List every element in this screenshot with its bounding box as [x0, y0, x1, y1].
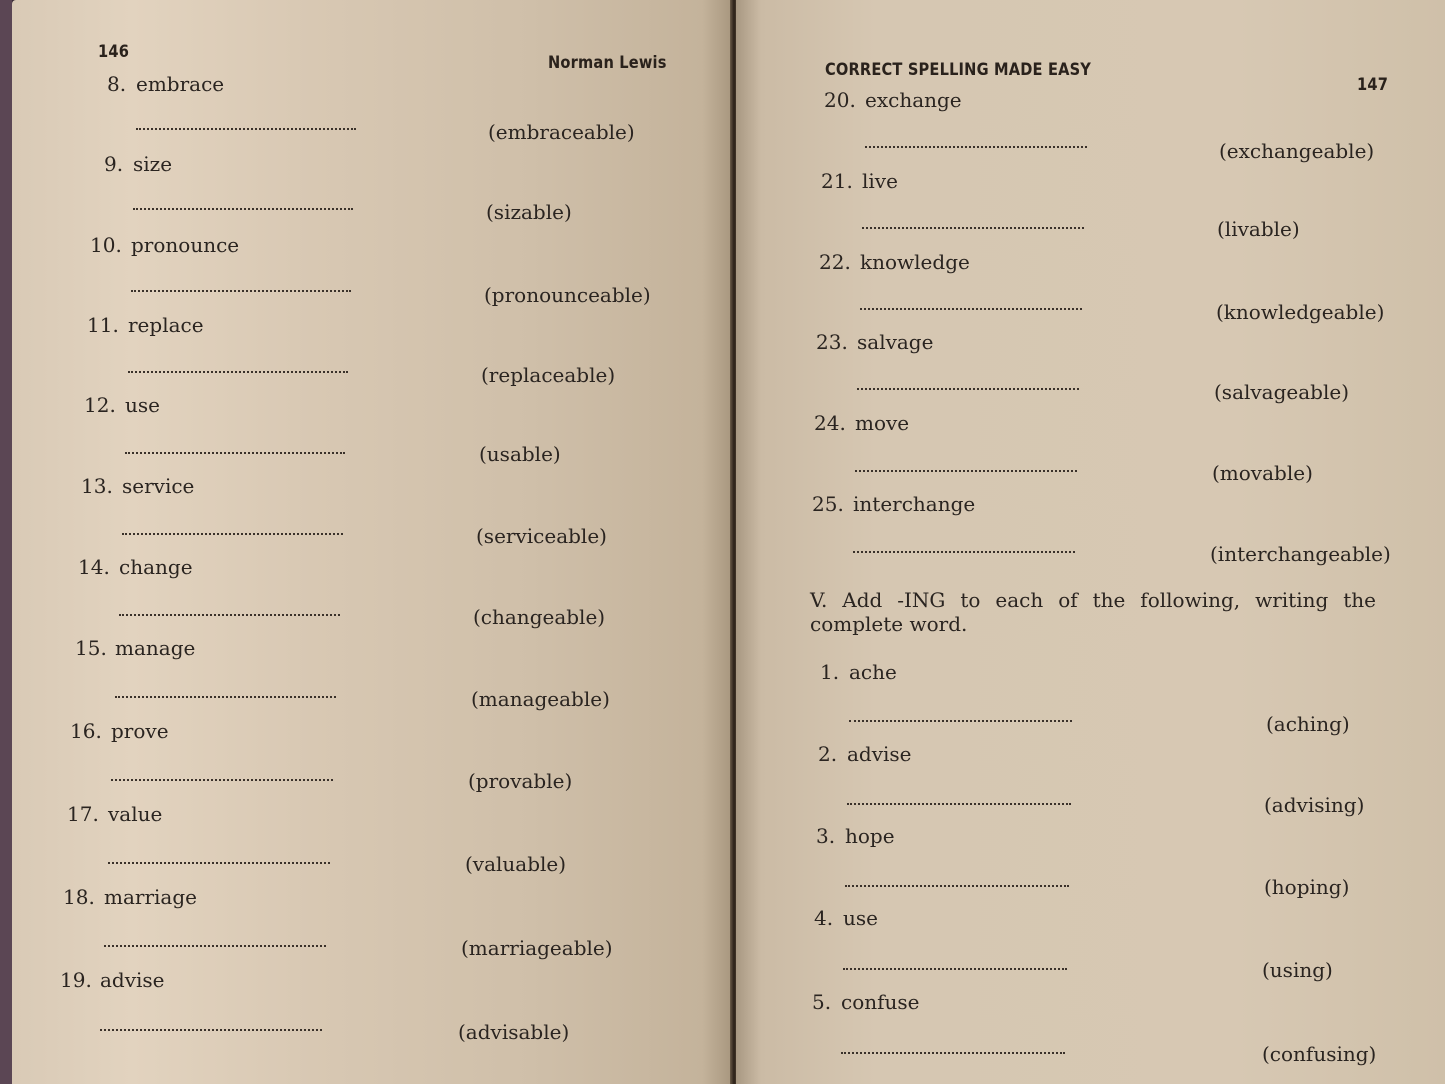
item-word: manage: [115, 636, 196, 660]
item-number: 4.: [814, 906, 834, 930]
answer-blank: [111, 779, 333, 781]
item-number: 18.: [63, 885, 95, 909]
item-word: exchange: [865, 88, 962, 112]
item-word: use: [125, 393, 160, 417]
item-answer: (livable): [1217, 217, 1300, 241]
item-number: 9.: [104, 152, 124, 176]
list-item: [12, 802, 732, 882]
item-answer: (manageable): [471, 687, 610, 711]
item-number: 2.: [818, 742, 838, 766]
list-item: [12, 233, 732, 313]
answer-blank: [857, 388, 1079, 390]
answer-blank: [860, 308, 1082, 310]
list-item: [736, 906, 1445, 986]
answer-blank: [119, 614, 340, 616]
item-answer: (sizable): [486, 200, 572, 224]
list-item: [12, 555, 732, 635]
item-word: salvage: [857, 330, 934, 354]
answer-blank: [136, 128, 356, 130]
item-number: 20.: [824, 88, 856, 112]
item-number: 16.: [70, 719, 102, 743]
page-number: 147: [1357, 75, 1389, 95]
list-item: [736, 330, 1445, 410]
answer-blank: [131, 290, 351, 292]
answer-blank: [845, 885, 1069, 887]
item-word: use: [843, 906, 878, 930]
item-answer: (exchangeable): [1219, 139, 1375, 163]
item-word: pronounce: [131, 233, 240, 257]
left-page: [12, 0, 732, 1084]
answer-blank: [847, 803, 1071, 805]
item-word: embrace: [136, 72, 225, 96]
item-answer: (valuable): [465, 852, 567, 876]
item-number: 8.: [107, 72, 127, 96]
list-item: [736, 169, 1445, 249]
item-answer: (changeable): [473, 605, 606, 629]
answer-blank: [862, 227, 1084, 229]
item-word: advise: [100, 968, 165, 992]
item-number: 12.: [84, 393, 116, 417]
item-word: change: [119, 555, 193, 579]
item-number: 1.: [820, 660, 840, 684]
list-item: [736, 250, 1445, 330]
item-word: replace: [128, 313, 204, 337]
item-answer: (knowledgeable): [1216, 300, 1385, 324]
list-item: [736, 990, 1445, 1070]
answer-blank: [125, 452, 345, 454]
item-answer: (serviceable): [476, 524, 607, 548]
answer-blank: [104, 945, 326, 947]
item-word: ache: [849, 660, 897, 684]
item-answer: (salvageable): [1214, 380, 1350, 404]
item-answer: (movable): [1212, 461, 1313, 485]
item-answer: (aching): [1266, 712, 1350, 736]
item-answer: (usable): [479, 442, 561, 466]
item-word: prove: [111, 719, 169, 743]
item-word: size: [133, 152, 173, 176]
item-word: marriage: [104, 885, 197, 909]
item-answer: (replaceable): [481, 363, 616, 387]
running-head: CORRECT SPELLING MADE EASY: [825, 60, 1092, 80]
item-number: 25.: [812, 492, 844, 516]
list-item: [12, 968, 732, 1048]
item-word: knowledge: [860, 250, 970, 274]
running-head: Norman Lewis: [548, 53, 667, 73]
list-item: [736, 411, 1445, 491]
item-word: confuse: [841, 990, 920, 1014]
list-item: [12, 636, 732, 716]
list-item: [736, 660, 1445, 740]
list-item: [12, 152, 732, 232]
list-item: [12, 719, 732, 799]
item-number: 11.: [87, 313, 119, 337]
answer-blank: [849, 720, 1072, 722]
list-item: [12, 72, 732, 152]
item-word: service: [122, 474, 195, 498]
answer-blank: [133, 208, 353, 210]
item-word: hope: [845, 824, 895, 848]
item-number: 5.: [812, 990, 832, 1014]
answer-blank: [855, 470, 1077, 472]
item-word: advise: [847, 742, 912, 766]
answer-blank: [841, 1052, 1065, 1054]
answer-blank: [100, 1029, 322, 1031]
item-number: 13.: [81, 474, 113, 498]
item-number: 14.: [78, 555, 110, 579]
item-word: move: [855, 411, 910, 435]
list-item: [12, 474, 732, 554]
list-item: [736, 824, 1445, 904]
item-word: value: [108, 802, 163, 826]
item-answer: (interchangeable): [1210, 542, 1391, 566]
item-word: live: [862, 169, 898, 193]
list-item: [736, 742, 1445, 822]
item-number: 15.: [75, 636, 107, 660]
answer-blank: [128, 371, 348, 373]
item-answer: (embraceable): [488, 120, 635, 144]
item-number: 23.: [816, 330, 848, 354]
item-number: 10.: [90, 233, 122, 257]
page-number: 146: [98, 42, 130, 62]
item-number: 21.: [821, 169, 853, 193]
section-instruction: V. Add -ING to each of the following, writing the complete word.: [810, 588, 1376, 636]
item-answer: (pronounceable): [484, 283, 651, 307]
list-item: [736, 492, 1445, 572]
item-answer: (confusing): [1262, 1042, 1377, 1066]
item-answer: (marriageable): [461, 936, 613, 960]
item-answer: (provable): [468, 769, 573, 793]
answer-blank: [108, 862, 330, 864]
item-number: 19.: [60, 968, 92, 992]
answer-blank: [115, 696, 336, 698]
item-number: 24.: [814, 411, 846, 435]
list-item: [12, 393, 732, 473]
item-answer: (hoping): [1264, 875, 1350, 899]
item-answer: (advising): [1264, 793, 1365, 817]
answer-blank: [865, 146, 1087, 148]
answer-blank: [853, 551, 1075, 553]
item-number: 3.: [816, 824, 836, 848]
list-item: [12, 885, 732, 965]
list-item: [736, 88, 1445, 168]
list-item: [12, 313, 732, 393]
item-number: 22.: [819, 250, 851, 274]
answer-blank: [843, 968, 1067, 970]
right-page: [736, 0, 1445, 1084]
item-word: interchange: [853, 492, 976, 516]
item-answer: (using): [1262, 958, 1333, 982]
item-answer: (advisable): [458, 1020, 570, 1044]
answer-blank: [122, 533, 343, 535]
item-number: 17.: [67, 802, 99, 826]
